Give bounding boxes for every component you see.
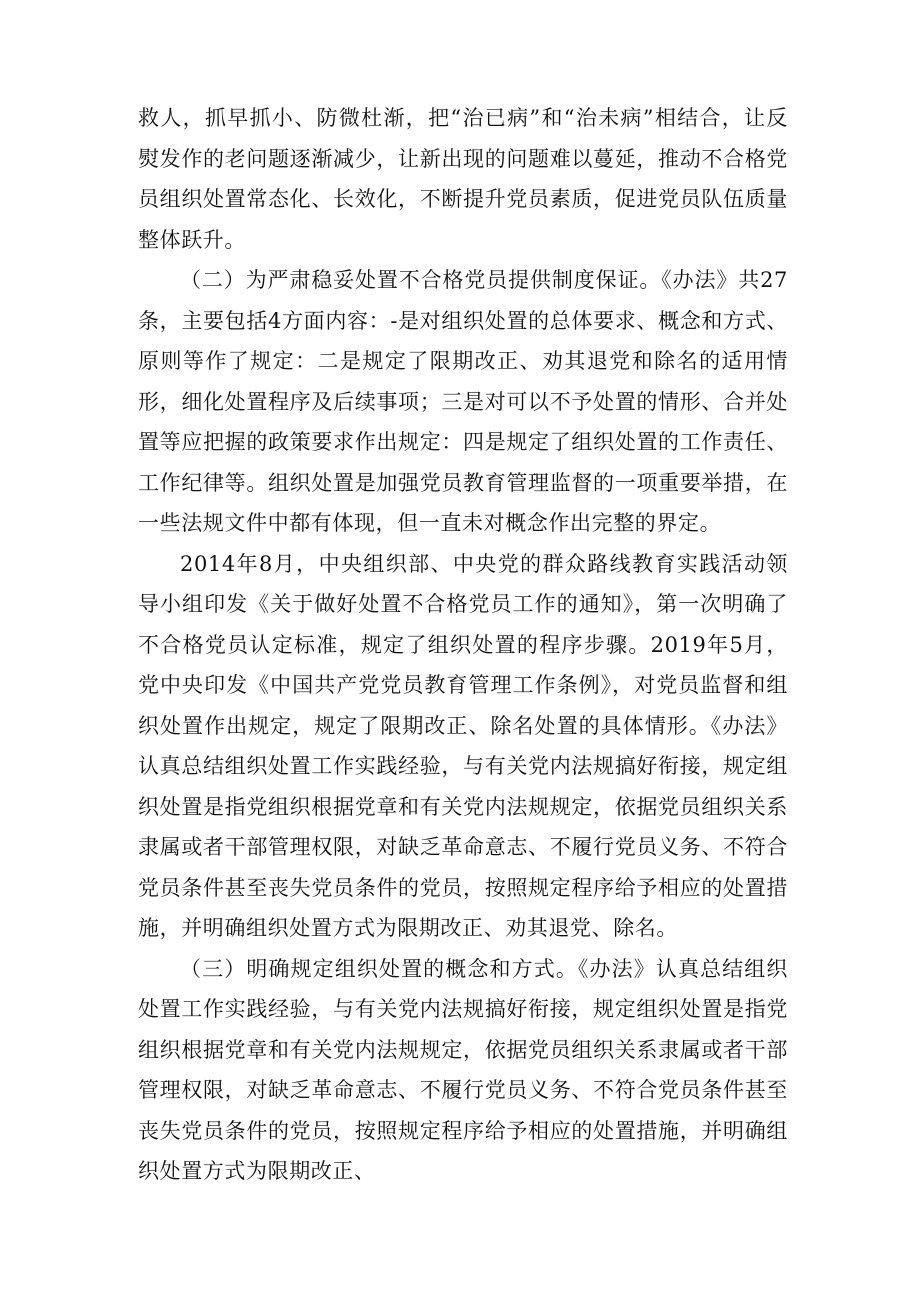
document-body (138, 98, 788, 1192)
paragraph-2: （二）为严肃稳妥处置不合格党员提供制度保证。《办法》共27条，主要包括4方面内容：-是对组织处置的总体要求、概念和方式、原则等作了规定：二是规定了限期改正、劝其退党和除名的适用情形，细化处置程序及后续事项；三是对可以不予处置的情形、合并处置等应把握的政策要求作出规定：四是规定了组织处置的工作责任、工作纪律等。组织处置是加强党员教育管理监督的一项重要举措，在一些法规文件中都有体现，但一直未对概念作出完整的界定。 (138, 268, 788, 535)
paragraph-1: 救人，抓早抓小、防微杜渐，把“治已病”和“治未病”相结合，让反熨发作的老问题逐渐减少，让新出现的问题难以蔓延，推动不合格党员组织处置常态化、长效化，不断提升党员素质，促进党员队伍质量整体跃升。 (138, 106, 788, 252)
paragraph-4: （三）明确规定组织处置的概念和方式。《办法》认真总结组织处置工作实践经验，与有关党内法规搞好衔接，规定组织处置是指党组织根据党章和有关党内法规规定，依据党员组织关系隶属或者干部管理权限，对缺乏革命意志、不履行党员义务、不符合党员条件甚至丧失党员条件的党员，按照规定程序给予相应的处置措施，并明确组织处置方式为限期改正、 (138, 956, 788, 1183)
paragraph-3: 2014年8月，中央组织部、中央党的群众路线教育实践活动领导小组印发《关于做好处置不合格党员工作的通知》，第一次明确了不合格党员认定标准，规定了组织处置的程序步骤。2019年5月，党中央印发《中国共产党党员教育管理工作条例》，对党员监督和组织处置作出规定，规定了限期改正、除名处置的具体情形。《办法》认真总结组织处置工作实践经验，与有关党内法规搞好衔接，规定组织处置是指党组织根据党章和有关党内法规规定，依据党员组织关系隶属或者干部管理权限，对缺乏革命意志、不履行党员义务、不符合党员条件甚至丧失党员条件的党员，按照规定程序给予相应的处置措施，并明确组织处置方式为限期改正、劝其退党、除名。 (138, 551, 788, 940)
